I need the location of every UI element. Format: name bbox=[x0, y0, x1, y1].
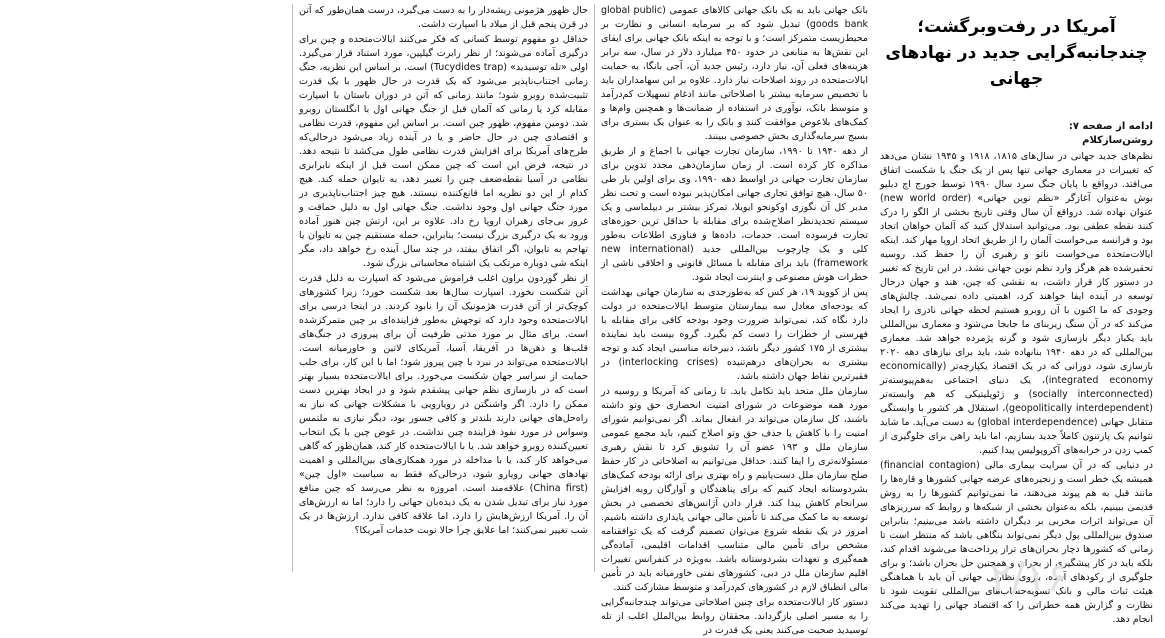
paragraph: پس از کووید ۱۹، هر کس که به‌طورجدی به سازمان جهانی بهداشت که بودجه‌ای معادل سه بیمارستان متوسط ایالات‌متحده در دولت دارد نگاه کند، نمی‌تواند ضرورت وجود بودجه کافی برای مقابله با فهرستی از خطرات را دست کم بگیرد. گروه بیست باید نماینده بیشتری از ۱۷۵ کشور دیگر باشد، دبیرخانه مناسبی ایجاد کند و توجه بیشتری به بحران‌های درهم‌تنیده (interlocking crises) در فقیرترین نقاط جهان داشته باشد. bbox=[601, 287, 868, 382]
paragraph: نظم‌های جدید جهانی در سال‌های ۱۸۱۵، ۱۹۱۸ و ۱۹۴۵ نشان می‌دهد که تغییرات در معماری جهانی تنها پس از یک جنگ یا شکست اتفاق می‌افتد. درواقع با پایان جنگ سرد سال ۱۹۹۰ توسط جورج اچ دبلیو بوش به‌عنوان آغازگر «نظم نوین جهانی» (new world order) عنوان نهاده شد. درواقع آن سال وقتی تاریخ بخشی از الگو را درک کنند نقطه عطفی بود. می‌توانید استدلال کنید که آلمان خواهان اتحاد بود و فرانسه می‌خواست آلمان را از طریق اتحاد اروپا مهار کند. اینکه ایالات‌متحده می‌خواست ناتو و رهبری آن را حفظ کند. روسیه تحقیرشده هم هرگز وارد نظم نوین جهانی نشد. در این تاریخ که تغییر در دستور کار قرار داشت، به نقشی که چین، هند و جهان درحال توسعه در آینده ایفا خواهند کرد، اهمیتی داده نمی‌شد. چالش‌های وجودی که ما اکنون با آن روبرو هستیم لحظه جهانی نادری را ایجاد می‌کند که در آن سنگ زیربنای ما جابجا می‌شود و معماری بین‌المللی باید یکبار دیگر بازسازی شود و گرنه پژمرده خواهد شد. معماری بین‌المللی که در دهه ۱۹۴۰ بنانهاده شد، باید برای نیازهای دهه ۲۰۲۰ بازسازی شود، دورانی که در یک اقتصاد یکپارچه‌تر (economically integrated economy)، یک دنیای اجتماعی به‌هم‌پیوسته‌تر (socially interconnected) و ژئوپلیتیکی که هم وابسته‌تر (geopolitically interdependent)، استقلال هر کشور با وابستگی متقابل جهانی (global interdependence) به دست می‌آید. ما شاید نتوانیم یک پارتنون کاملاً جدید بسازیم، اما باید راهی برای جلوگیری از کمپ زدن در خرابه‌های آکروپولیس پیدا کنیم. bbox=[880, 151, 1154, 456]
headline-line-2: چندجانبه‌گرایی جدید در نهادهای جهانی bbox=[885, 43, 1148, 89]
paragraph: حال ظهور هژمونی ریشه‌دار را به دست می‌گیرد، درست همان‌طور که آتن در قرن پنجم قبل از میلاد با اسپارت داشت. bbox=[299, 5, 588, 30]
paragraph: از دهه ۱۹۴۰ تا ۱۹۹۰، سازمان تجارت جهانی با اجماع و از طریق مذاکره کار کرده است. از زمان سازمان‌دهی مجدد تدوین برای سازمان تجارت جهانی در اواسط دهه ۱۹۹۰، وی برای اولین بار طی ۵۰ سال، هیچ توافق تجاری جهانی امکان‌پذیر نبوده است و تحت نظر مدیر کل آن نگوزی اوکونجو ایویلا، تمرکز بیشتر بر دیپلماسی و یک سیستم تجدیدنظر اصلاح‌شده برای مقابله با حداقل ترین حوزه‌های تجارت فرسوده است. خدمات، داده‌ها و فناوری اطلاعات به‌طور کلی و یک چارچوب بین‌المللی جدید (new international framework) باید برای مقابله با مسائل قانونی و اخلاقی ناشی از خطرات هوش مصنوعی و اینترنت ایجاد شود. bbox=[601, 146, 869, 283]
headline-line-1: آمریکا در رفت‌وبرگشت؛ bbox=[917, 17, 1116, 37]
page-number-watermark: ۲/۱۶ bbox=[990, 555, 1068, 601]
paragraph: سازمان ملل متحد باید تکامل یابد. تا زمانی که آمریکا و روسیه در مورد همه موضوعات در شورای امنیت انحصاری حق وتو داشته باشند، کل سازمان می‌تواند در انفعال بماند. اگر نمی‌توانیم شورای امنیت را با کاهش یا حذف حق وتو اصلاح کنیم، باید مجمع عمومی سازمان ملل و ۱۹۳ عضو آن را تشویق کرد تا نقش رهبری مسئولانه‌تری را ایفا کنند. حداقل می‌توانیم به اصلاحاتی در کار حفظ صلح سازمان ملل دست‌یابیم و راه بهتری برای ارائه بودجه کمک‌های بشردوستانه ایجاد کنیم که برای پناهندگان و آوارگان رویه افزایش سرانجام کاهش پیدا کند. قرار دادن آژانس‌های تخصصی در بخش توسعه به ما کمک می‌کند تا تأمین مالی جهانی پایداری داشته باشیم. امروز در یک نقطه شروع می‌توان تصمیم گرفت که یک توافقنامه مشخص برای تأمین مالی متناسب اقدامات اقلیمی، آماده‌گی همه‌گیری و تعهدات بشردوستانه باشد. به‌ویژه در کنفرانس تغییرات اقلیم سازمان ملل در دبی، کشورهای نفتی خاورمیانه باید در تأمین مالی انطباق لازم در کشورهای کم‌درآمد و متوسط مشارکت کنند. bbox=[601, 386, 868, 593]
paragraph: از نظر گوردون براون اغلب فراموش می‌شود که اسپارت به دلیل قدرت آتن شکست نخورد. اسپارت سال‌ها بعد شکست خورد؛ زیرا کشورهای کوچک‌تر از آتن قدرت هژمونیک آن را نابود کردند. در اینجا درسی برای ایالات‌متحده وجود دارد که توجهش به‌طور فزاینده‌ای بر چین متمرکزشده است. برای مثال بر مورد مدتی ظرفیت آن برای پیروزی در جنگ‌های قلب‌ها و ذهن‌ها در آفریقا، آسیا، آمریکای لاتین و خاورمیانه است. ایالات‌متحده می‌تواند در نبرد با چین پیروز شود؛ اما با این کار، برای جلب حمایت از سراسر جهان شکست می‌خورد. برای ایالات‌متحده بسیار بهتر است که در بازسازی نظم جهانی پیشقدم شود و در ایجاد بهترین دست ممکن را دارد. اگر واشنگتن در رویارویی با مشکلات جهانی که نیاز به راه‌حل‌های جهانی دارند بلندتر و کافی جسور بود، دیگر نیازی به ملتمس وسواس در مورد نفوذ فزاینده چین نداشت. در عوض چین با یک انتخاب تعیین‌کننده روبرو خواهد شد. یا با ایالات‌متحده کار کند، همان‌طور که گاهی می‌خواهد کار کند، یا با مداخله در مورد همکاری‌های بین‌المللی و اهمیت نهادهای جهانی رویارو شود، درحالی‌که فقط به سیاست «اول چین» (China first) علاقه‌مند است. امروزه به نظر می‌رسد که چین منافع مورد نیاز برای تبدیل شدن به یک دیده‌بان جهانی را دارد؛ اما نه ارزش‌های آن را. آمریکا ارزش‌هایش را دارد، اما علاقه کافی ندارد. ارزش‌ها در یک شب تغییر نمی‌کنند؛ اما علایق چرا حالا نوبت خدمات آمریکا؟ bbox=[299, 273, 588, 536]
headline-box bbox=[880, 4, 1153, 118]
continued-from: ادامه از صفحه ۷: bbox=[1068, 121, 1153, 132]
paragraph: بانک جهانی باید به یک بانک جهانی کالاهای عمومی (global public goods bank) تبدیل شود که بر سرمایه انسانی و نظارت بر محیط‌زیست متمرکز است؛ و با توجه به اینکه بانک جهانی برای ایفای این نقش‌ها به منابعی در حدود ۴۵۰ میلیارد دلار در سال، سه برابر هزینه‌های فعلی آن، نیاز دارد، رئیس جدید آن، آجی بانگا، به حمایت ایالات‌متحده در روند اصلاحات نیاز دارد. علاوه بر این سهامداران باید با تخصیص سرمایه بیشتر با اصلاحاتی مانند ادغام تسهیلات کم‌درآمد و متوسط بانک، نوآوری در استفاده از ضمانت‌ها و همچنین وام‌ها و کمک‌های بلاعوض موافقت کنند و بانک را به عنوان یک بستری برای بسیج سرمایه‌گذاری بخش خصوصی ببینند. bbox=[601, 5, 869, 142]
body-column-2 bbox=[594, 4, 874, 636]
paragraph: حداقل دو مفهوم توسط کسانی که فکر می‌کنند ایالات‌متحده و چین برای درگیری آماده می‌شوند؛ از نظر رابرت گیلپین، مورد استناد قرار می‌گیرد. اولی «تله توسیدید» (Tucydides trap) است. بر اساس این نظریه، جنگ زمانی اجتناب‌ناپذیر می‌شود که یک قدرت در حال ظهور با یک قدرت تثبیت‌شده روبرو شود؛ مانند زمانی که آتن در دوران باستان با اسپارت مقابله کرد یا زمانی که آلمان قبل از جنگ جهانی اول با انگلستان روبرو شد. دومین مفهوم، ظهور چین است. بر اساس این مفهوم، قدرت نظامی و اقتصادی چین در حال حاضر و یا در آینده زیاد می‌شود درحالی‌که طرح‌های آمریکا برای افزایش قدرت نظامی طول می‌کشد تا نتیجه دهد. در نتیجه، فرض این است که چین ممکن است قبل از اینکه نابرابری نظامی در آسیا نقطه‌ضعف چین را تغییر دهد، به تایوان حمله کند. هیچ کدام از این دو نظریه اما قانع‌کننده نیستند. هیچ چیز اجتناب‌ناپذیری در مورد جنگ جهانی اول وجود نداشت. جنگ جهانی اول به دلیل حماقت و غرور بی‌جای رهبران اروپا رخ داد. علاوه بر این، ارتش چین هنوز آماده ورود به یک درگیری بزرگ نیست؛ بنابراین، حمله مستقیم چین به تایوان یا تهاجم به تایوان، اگر اتفاق بیفتد، در چند سال آینده رخ خواهد داد، مگر اینکه شی دوباره مرتکب یک اشتباه محاسباتی بزرگ شود. bbox=[299, 34, 588, 269]
body-column-3 bbox=[292, 4, 594, 572]
author-byline: روشن‌سازکلام bbox=[1082, 135, 1153, 146]
paragraph: دستور کار ایالات‌متحده برای چنین اصلاحاتی می‌تواند چندجانبه‌گرایی را به مسیر اصلی بازگرداند. محققان روابط بین‌الملل اغلب از تله توسیدید صحبت می‌کنند یعنی یک قدرت در bbox=[601, 597, 868, 636]
paragraph: در دنیایی که در آن سرایت بیماری مالی (financial contagion) همیشه یک خطر است و زنجیره‌های عرضه جهانی کشورها و قاره‌ها را مانند قبل به هم پیوند می‌دهند، ما نمی‌توانیم کشورها را به روش قدیمی ببینیم، بلکه به‌عنوان بخشی از شبکه‌ها و روابط که سرریزهای آن می‌تواند اثرات مخربی بر دیگران داشته باشد می‌بینیم؛ بنابراین صندوق بین‌المللی پول دیگر نمی‌تواند بنگاهی باشد که منتظر است تا زمانی که کشورها دچار بحران‌های تراز پرداخت‌ها می‌شوند اقدام کند، بلکه باید در کار پیشگیری از بحران و همچنین حل بحران باشد؛ و برای جلوگیری از رکودهای آینده، بازوی نظارتی جهانی آن باید با هماهنگی هیئت ثبات مالی و بانک تسویه‌حساب‌های بین‌المللی تقویت شود تا نظارت و گزارش همه خطراتی را که اقتصاد جهانی را تهدید می‌کند انجام دهد. bbox=[880, 460, 1153, 625]
